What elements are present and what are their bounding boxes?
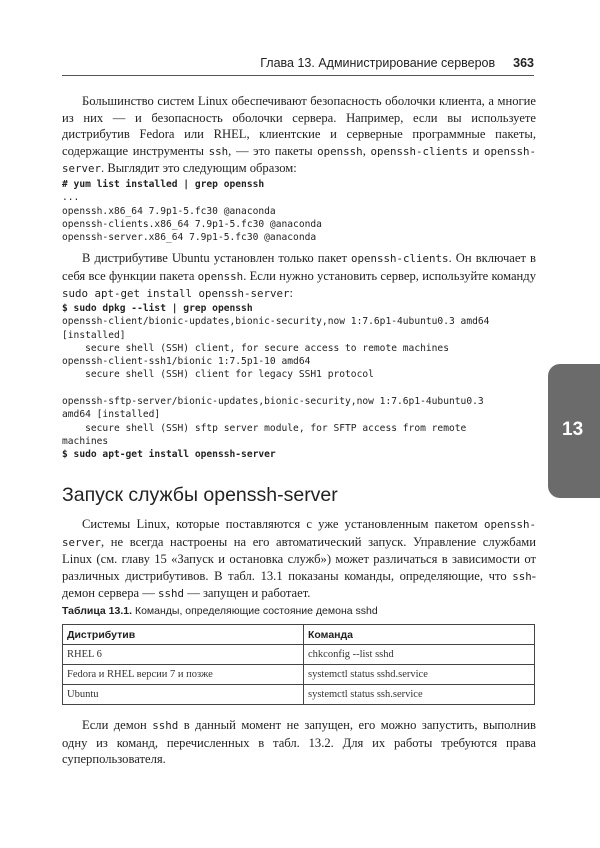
code-output: openssh-client/bionic-updates,bionic-security,now 1:7.6p1-4ubuntu0.3 amd64 [installed] secure shell (SSH) client, for secure access to remote machines openssh-client-ssh1/bionic 1:7.5p1-10 amd64 secure shell (SSH) client for legacy SSH1 protocol openssh-sftp-server/bionic-updates,bionic-security,now 1:7.6p1-4ubuntu0.3 amd64 [installed] secure shell (SSH) sftp server module, for SFTP access from remote machines bbox=[62, 316, 490, 447]
table-cell: Fedora и RHEL версии 7 и позже bbox=[63, 665, 304, 685]
page-number: 363 bbox=[513, 56, 534, 70]
table-cell: RHEL 6 bbox=[63, 645, 304, 665]
text-run: , bbox=[362, 143, 371, 158]
table-header-row bbox=[63, 625, 535, 645]
chapter-tab-number: 13 bbox=[562, 419, 584, 440]
inline-code: openssh-server bbox=[62, 144, 536, 175]
code-output: ... openssh.x86_64 7.9p1-5.fc30 @anaconda openssh-clients.x86_64 7.9p1-5.fc30 @anaconda openssh-server.x86_64 7.9p1-5.fc30 @anaconda bbox=[62, 192, 322, 244]
text-run: и bbox=[467, 143, 484, 158]
code-command: $ sudo dpkg --list | grep openssh bbox=[62, 303, 253, 314]
paragraph-intro bbox=[62, 93, 536, 178]
code-command: $ sudo apt-get install openssh-server bbox=[62, 449, 276, 461]
table-caption-text: Команды, определяющие состояние демона sshd bbox=[132, 605, 378, 617]
text-run: . Выглядит это следующим образом: bbox=[101, 161, 297, 175]
column-header-distribution: Дистрибутив bbox=[63, 625, 304, 645]
text-run: . Если нужно установить сервер, используйте команду bbox=[243, 268, 536, 283]
chapter-title: Глава 13. Администрирование серверов bbox=[260, 56, 496, 70]
text-run: в данный момент не запущен, его можно запустить, выполнив одну из команд, перечисленных в табл. 13.2. Для их работы требуются права суперпользователя. bbox=[62, 718, 537, 766]
table-cell: chkconfig --list sshd bbox=[304, 645, 535, 665]
running-header bbox=[62, 56, 534, 70]
text-run: В дистрибутиве Ubuntu установлен только пакет bbox=[82, 251, 352, 265]
column-header-command: Команда bbox=[304, 625, 535, 645]
table-caption-label: Таблица 13.1. bbox=[62, 605, 133, 617]
code-command: # yum list installed | grep openssh bbox=[62, 179, 265, 190]
commands-table bbox=[62, 624, 535, 705]
header-rule bbox=[62, 75, 534, 76]
text-run: , — это пакеты bbox=[228, 143, 318, 158]
code-block-dpkg bbox=[62, 302, 542, 462]
inline-code: ssh bbox=[512, 569, 532, 583]
section-title: Запуск службы openssh-server bbox=[62, 484, 338, 506]
paragraph-start-sshd bbox=[62, 717, 536, 768]
text-run: -демон сервера — bbox=[62, 568, 536, 600]
inline-code: openssh-server bbox=[62, 518, 536, 549]
inline-code: openssh-clients bbox=[370, 144, 468, 158]
inline-code: openssh bbox=[197, 269, 244, 283]
inline-code: sudo apt-get install openssh-server bbox=[62, 287, 290, 300]
text-run: — запущен и работает. bbox=[184, 586, 311, 600]
table-cell: systemctl status sshd.service bbox=[304, 665, 535, 685]
table-cell: systemctl status ssh.service bbox=[304, 685, 535, 705]
table-row bbox=[63, 685, 535, 705]
code-block-yum bbox=[62, 178, 542, 244]
inline-code: sshd bbox=[158, 587, 185, 600]
inline-code: sshd bbox=[152, 719, 179, 732]
text-run: : bbox=[289, 286, 294, 300]
text-run: , не всегда настроены на его автоматический запуск. Управление службами Linux (см. главу 15 «Запуск и остановка служб») может различаться в зависимости от различных дистрибутивов. В табл. 13.1 показаны команды, определяющие, что bbox=[62, 534, 536, 583]
text-run: . Он включает в себя все функции пакета bbox=[62, 251, 537, 283]
inline-code: ssh bbox=[208, 144, 229, 158]
table-row bbox=[63, 665, 535, 685]
inline-code: openssh-clients bbox=[351, 252, 449, 265]
inline-code: openssh bbox=[317, 144, 363, 158]
chapter-tab bbox=[548, 364, 600, 498]
table-row bbox=[63, 645, 535, 665]
text-run: Большинство систем Linux обеспечивают безопасность оболочки клиента, а многие из них — и безопасность оболочки сервера. Например, если вы используете дистрибутив Fedora или RHEL, клиентские и серверные программные пакеты, содержащие инструменты bbox=[62, 94, 536, 158]
table-cell: Ubuntu bbox=[63, 685, 304, 705]
paragraph-openssh-server bbox=[62, 516, 536, 603]
table-caption bbox=[62, 605, 378, 617]
text-run: Системы Linux, которые поставляются с уже установленным пакетом bbox=[82, 517, 484, 531]
text-run: Если демон bbox=[82, 718, 153, 732]
paragraph-ubuntu bbox=[62, 250, 536, 303]
